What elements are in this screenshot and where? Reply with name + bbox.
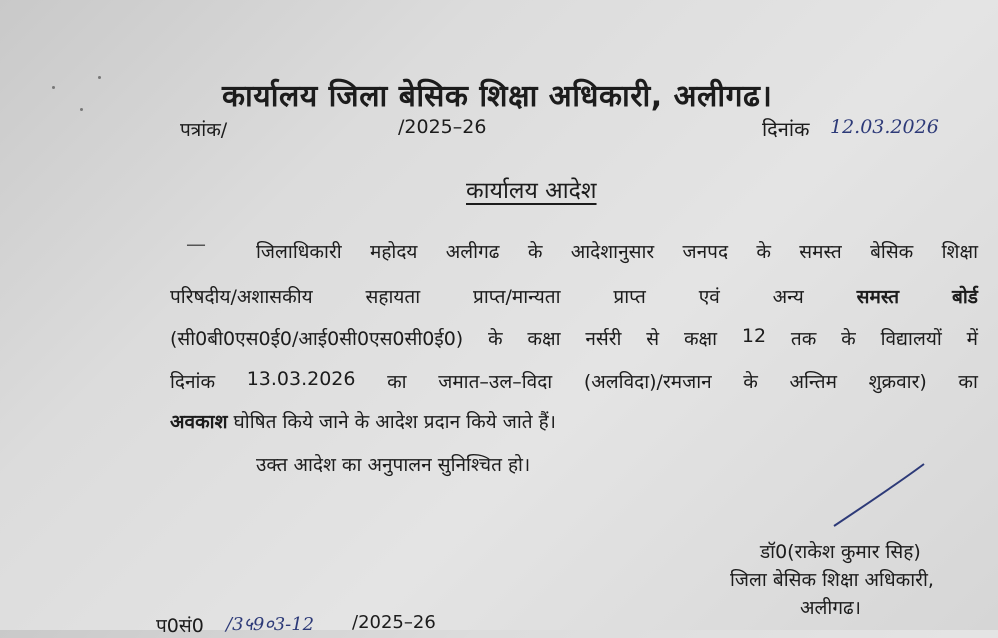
body-word: जिलाधिकारी bbox=[256, 241, 342, 263]
body-word: विद्यालयों bbox=[880, 328, 942, 350]
reference-label: पत्रांक/ bbox=[180, 119, 228, 141]
bottom-ref-label: प0सं0 bbox=[156, 615, 204, 637]
reference-year: /2025–26 bbox=[398, 116, 487, 138]
margin-mark: — bbox=[186, 232, 206, 256]
compliance-line: उक्त आदेश का अनुपालन सुनिश्चित हो। bbox=[256, 454, 531, 476]
order-heading: कार्यालय आदेश bbox=[466, 178, 597, 204]
body-word: जमात–उल–विदा bbox=[438, 371, 553, 393]
body-word: कक्षा bbox=[527, 328, 561, 350]
body-line-3 bbox=[170, 325, 978, 351]
signature-stroke bbox=[820, 450, 930, 530]
body-word: शिक्षा bbox=[941, 241, 978, 263]
body-word: (अलविदा)/रमजान bbox=[583, 371, 712, 393]
body-word: का bbox=[958, 371, 978, 393]
bottom-ref-year: /2025–26 bbox=[352, 612, 436, 633]
body-word: के bbox=[527, 241, 543, 263]
body-word: अलीगढ bbox=[445, 241, 500, 263]
body-word: के bbox=[743, 371, 758, 393]
body-word: जनपद bbox=[682, 241, 729, 263]
body-word: तक bbox=[790, 328, 817, 350]
body-word: से bbox=[646, 328, 660, 350]
body-word: समस्त bbox=[799, 241, 842, 263]
office-title: कार्यालय जिला बेसिक शिक्षा अधिकारी, अलीगढ। bbox=[222, 79, 773, 114]
body-word: 13.03.2026 bbox=[246, 368, 356, 390]
body-word: अन्तिम bbox=[789, 371, 837, 393]
body-word: परिषदीय/अशासकीय bbox=[170, 286, 313, 308]
body-word: का bbox=[387, 371, 407, 393]
body-word: समस्त bbox=[856, 286, 900, 308]
signatory-title: जिला बेसिक शिक्षा अधिकारी, bbox=[730, 569, 934, 591]
body-word: महोदय bbox=[369, 241, 418, 263]
body-word: कक्षा bbox=[683, 328, 718, 350]
body-line-5-rest: घोषित किये जाने के आदेश प्रदान किये जाते हैं। bbox=[227, 411, 556, 433]
body-word: के bbox=[756, 241, 771, 263]
body-word: के bbox=[488, 328, 503, 350]
body-line-1 bbox=[256, 238, 978, 264]
body-word: में bbox=[966, 328, 978, 350]
holiday-word: अवकाश bbox=[170, 411, 228, 433]
bottom-ref-handwritten: /3५9०3-12 bbox=[226, 614, 315, 635]
body-word: प्राप्त bbox=[613, 286, 646, 308]
body-word: अन्य bbox=[772, 286, 804, 308]
body-word: आदेशानुसार bbox=[570, 241, 655, 263]
body-word: नर्सरी bbox=[585, 328, 622, 350]
body-word: (सी0बी0एस0ई0/आई0सी0एस0सी0ई0) bbox=[170, 328, 464, 350]
signatory-place: अलीगढ। bbox=[800, 597, 861, 619]
date-label: दिनांक bbox=[762, 117, 810, 141]
body-line-2 bbox=[170, 283, 978, 309]
signatory-name: डॉ0(राकेश कुमार सिह) bbox=[760, 541, 921, 563]
handwritten-date: 12.03.2026 bbox=[830, 116, 939, 138]
body-word: प्राप्त/मान्यता bbox=[473, 286, 561, 308]
body-word: दिनांक bbox=[170, 371, 216, 393]
body-word: बेसिक bbox=[870, 241, 914, 263]
body-line-4 bbox=[170, 368, 978, 394]
body-word: एवं bbox=[698, 286, 720, 308]
body-word: बोर्ड bbox=[951, 286, 978, 308]
body-word: 12 bbox=[741, 325, 767, 347]
body-line-5 bbox=[170, 408, 556, 434]
body-word: सहायता bbox=[365, 286, 421, 308]
body-word: के bbox=[841, 328, 856, 350]
body-word: शुक्रवार) bbox=[868, 371, 927, 393]
